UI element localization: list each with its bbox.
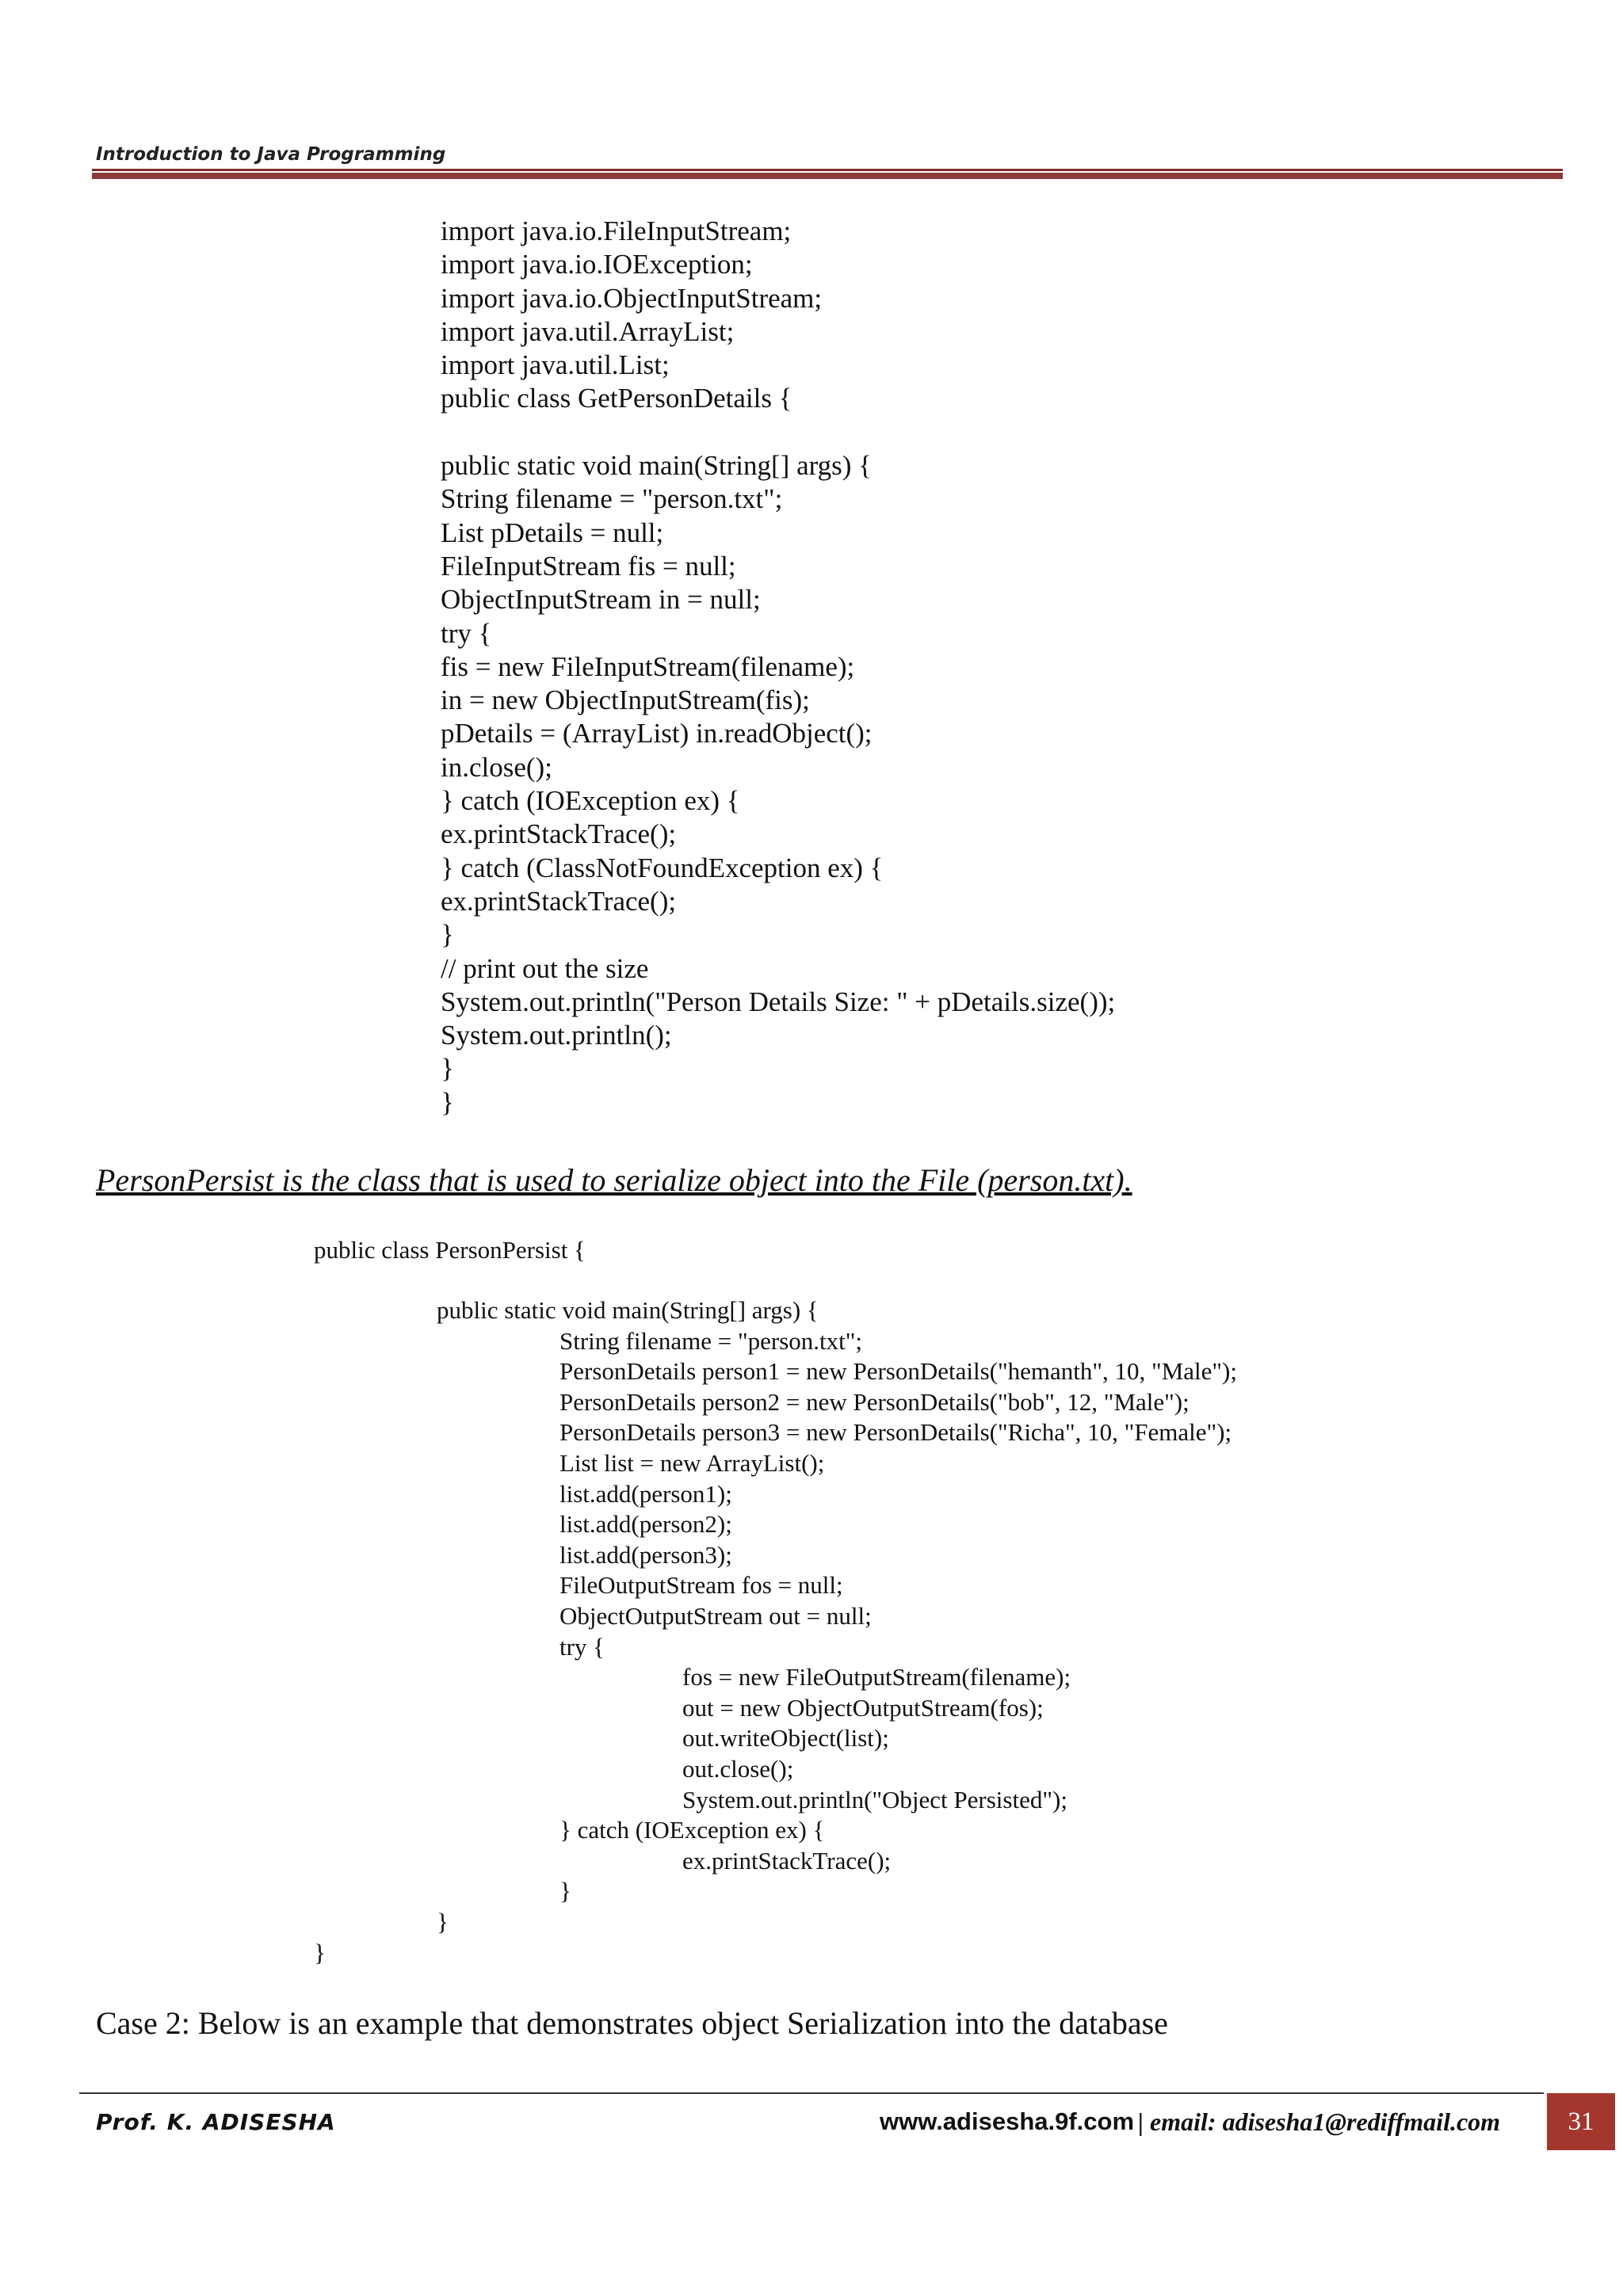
code-line: try { bbox=[441, 617, 492, 649]
code-block-get-person-details bbox=[441, 215, 1115, 1119]
header-rule-thin bbox=[92, 169, 1563, 171]
code-line: System.out.println("Object Persisted"); bbox=[682, 1785, 1067, 1814]
code-line: out = new ObjectOutputStream(fos); bbox=[682, 1693, 1044, 1722]
code-line: PersonDetails person3 = new PersonDetails("Richa", 10, "Female"); bbox=[559, 1418, 1232, 1447]
code-line: List list = new ArrayList(); bbox=[559, 1449, 825, 1477]
page-number-box bbox=[1547, 2093, 1615, 2150]
code-line: public class PersonPersist { bbox=[314, 1236, 586, 1264]
code-line bbox=[441, 416, 1115, 449]
code-line: } catch (ClassNotFoundException ex) { bbox=[441, 852, 884, 883]
code-line: fis = new FileInputStream(filename); bbox=[441, 650, 855, 682]
footer-author: Prof. K. ADISESHA bbox=[96, 2109, 336, 2135]
code-line: import java.io.ObjectInputStream; bbox=[441, 282, 823, 314]
code-line: import java.util.ArrayList; bbox=[441, 315, 735, 347]
code-line: in = new ObjectInputStream(fis); bbox=[441, 685, 810, 716]
code-line: String filename = "person.txt"; bbox=[559, 1326, 863, 1355]
person-persist-caption: PersonPersist is the class that is used to serialize object into the File (person.txt). bbox=[96, 1162, 1132, 1198]
code-line: ObjectOutputStream out = null; bbox=[559, 1602, 872, 1630]
footer-email: | email: adisesha1@rediffmail.com bbox=[1138, 2107, 1501, 2136]
code-line: } catch (IOException ex) { bbox=[559, 1816, 825, 1844]
code-line: list.add(person3); bbox=[559, 1540, 732, 1569]
code-line: } bbox=[441, 1053, 454, 1085]
code-line: import java.io.FileInputStream; bbox=[441, 215, 792, 246]
code-line: import java.io.IOException; bbox=[441, 249, 753, 280]
code-line: List pDetails = null; bbox=[441, 517, 664, 548]
code-line: } bbox=[559, 1877, 571, 1905]
code-line: String filename = "person.txt"; bbox=[441, 483, 783, 515]
code-line: import java.util.List; bbox=[441, 349, 670, 381]
code-line: } bbox=[437, 1908, 449, 1936]
header-rule-thick bbox=[92, 173, 1563, 179]
header-title: Introduction to Java Programming bbox=[96, 144, 446, 165]
code-line: } catch (IOException ex) { bbox=[441, 785, 740, 817]
code-line: public static void main(String[] args) { bbox=[437, 1296, 819, 1324]
page-number: 31 bbox=[1568, 2107, 1594, 2136]
code-line: ex.printStackTrace(); bbox=[441, 885, 677, 917]
code-line: public static void main(String[] args) { bbox=[441, 450, 872, 482]
code-line: ex.printStackTrace(); bbox=[441, 818, 677, 850]
code-line: PersonDetails person1 = new PersonDetails("hemanth", 10, "Male"); bbox=[559, 1357, 1237, 1386]
case2-paragraph: Case 2: Below is an example that demonstrates object Serialization into the database bbox=[96, 2005, 1168, 2041]
code-line: System.out.println("Person Details Size: " + pDetails.size()); bbox=[441, 986, 1116, 1017]
code-line: public class GetPersonDetails { bbox=[441, 383, 792, 414]
footer-rule bbox=[79, 2092, 1544, 2094]
code-line: out.writeObject(list); bbox=[682, 1724, 889, 1753]
code-line: ObjectInputStream in = null; bbox=[441, 584, 761, 616]
code-line: // print out the size bbox=[441, 952, 649, 984]
code-line: fos = new FileOutputStream(filename); bbox=[682, 1663, 1071, 1691]
code-line: System.out.println(); bbox=[441, 1020, 672, 1051]
code-line: try { bbox=[559, 1632, 605, 1661]
code-line: PersonDetails person2 = new PersonDetails("bob", 12, "Male"); bbox=[559, 1387, 1190, 1416]
code-line: FileInputStream fis = null; bbox=[441, 550, 736, 582]
code-line: out.close(); bbox=[682, 1755, 794, 1783]
code-line: } bbox=[314, 1938, 326, 1966]
code-line: pDetails = (ArrayList) in.readObject(); bbox=[441, 718, 873, 749]
code-line: list.add(person2); bbox=[559, 1510, 732, 1539]
code-line: in.close(); bbox=[441, 751, 552, 783]
code-line: } bbox=[441, 1086, 454, 1118]
footer-website: www.adisesha.9f.com bbox=[880, 2107, 1135, 2135]
code-line: FileOutputStream fos = null; bbox=[559, 1571, 843, 1600]
code-line: ex.printStackTrace(); bbox=[682, 1846, 892, 1875]
code-line: list.add(person1); bbox=[559, 1479, 732, 1508]
code-line: } bbox=[441, 919, 454, 951]
